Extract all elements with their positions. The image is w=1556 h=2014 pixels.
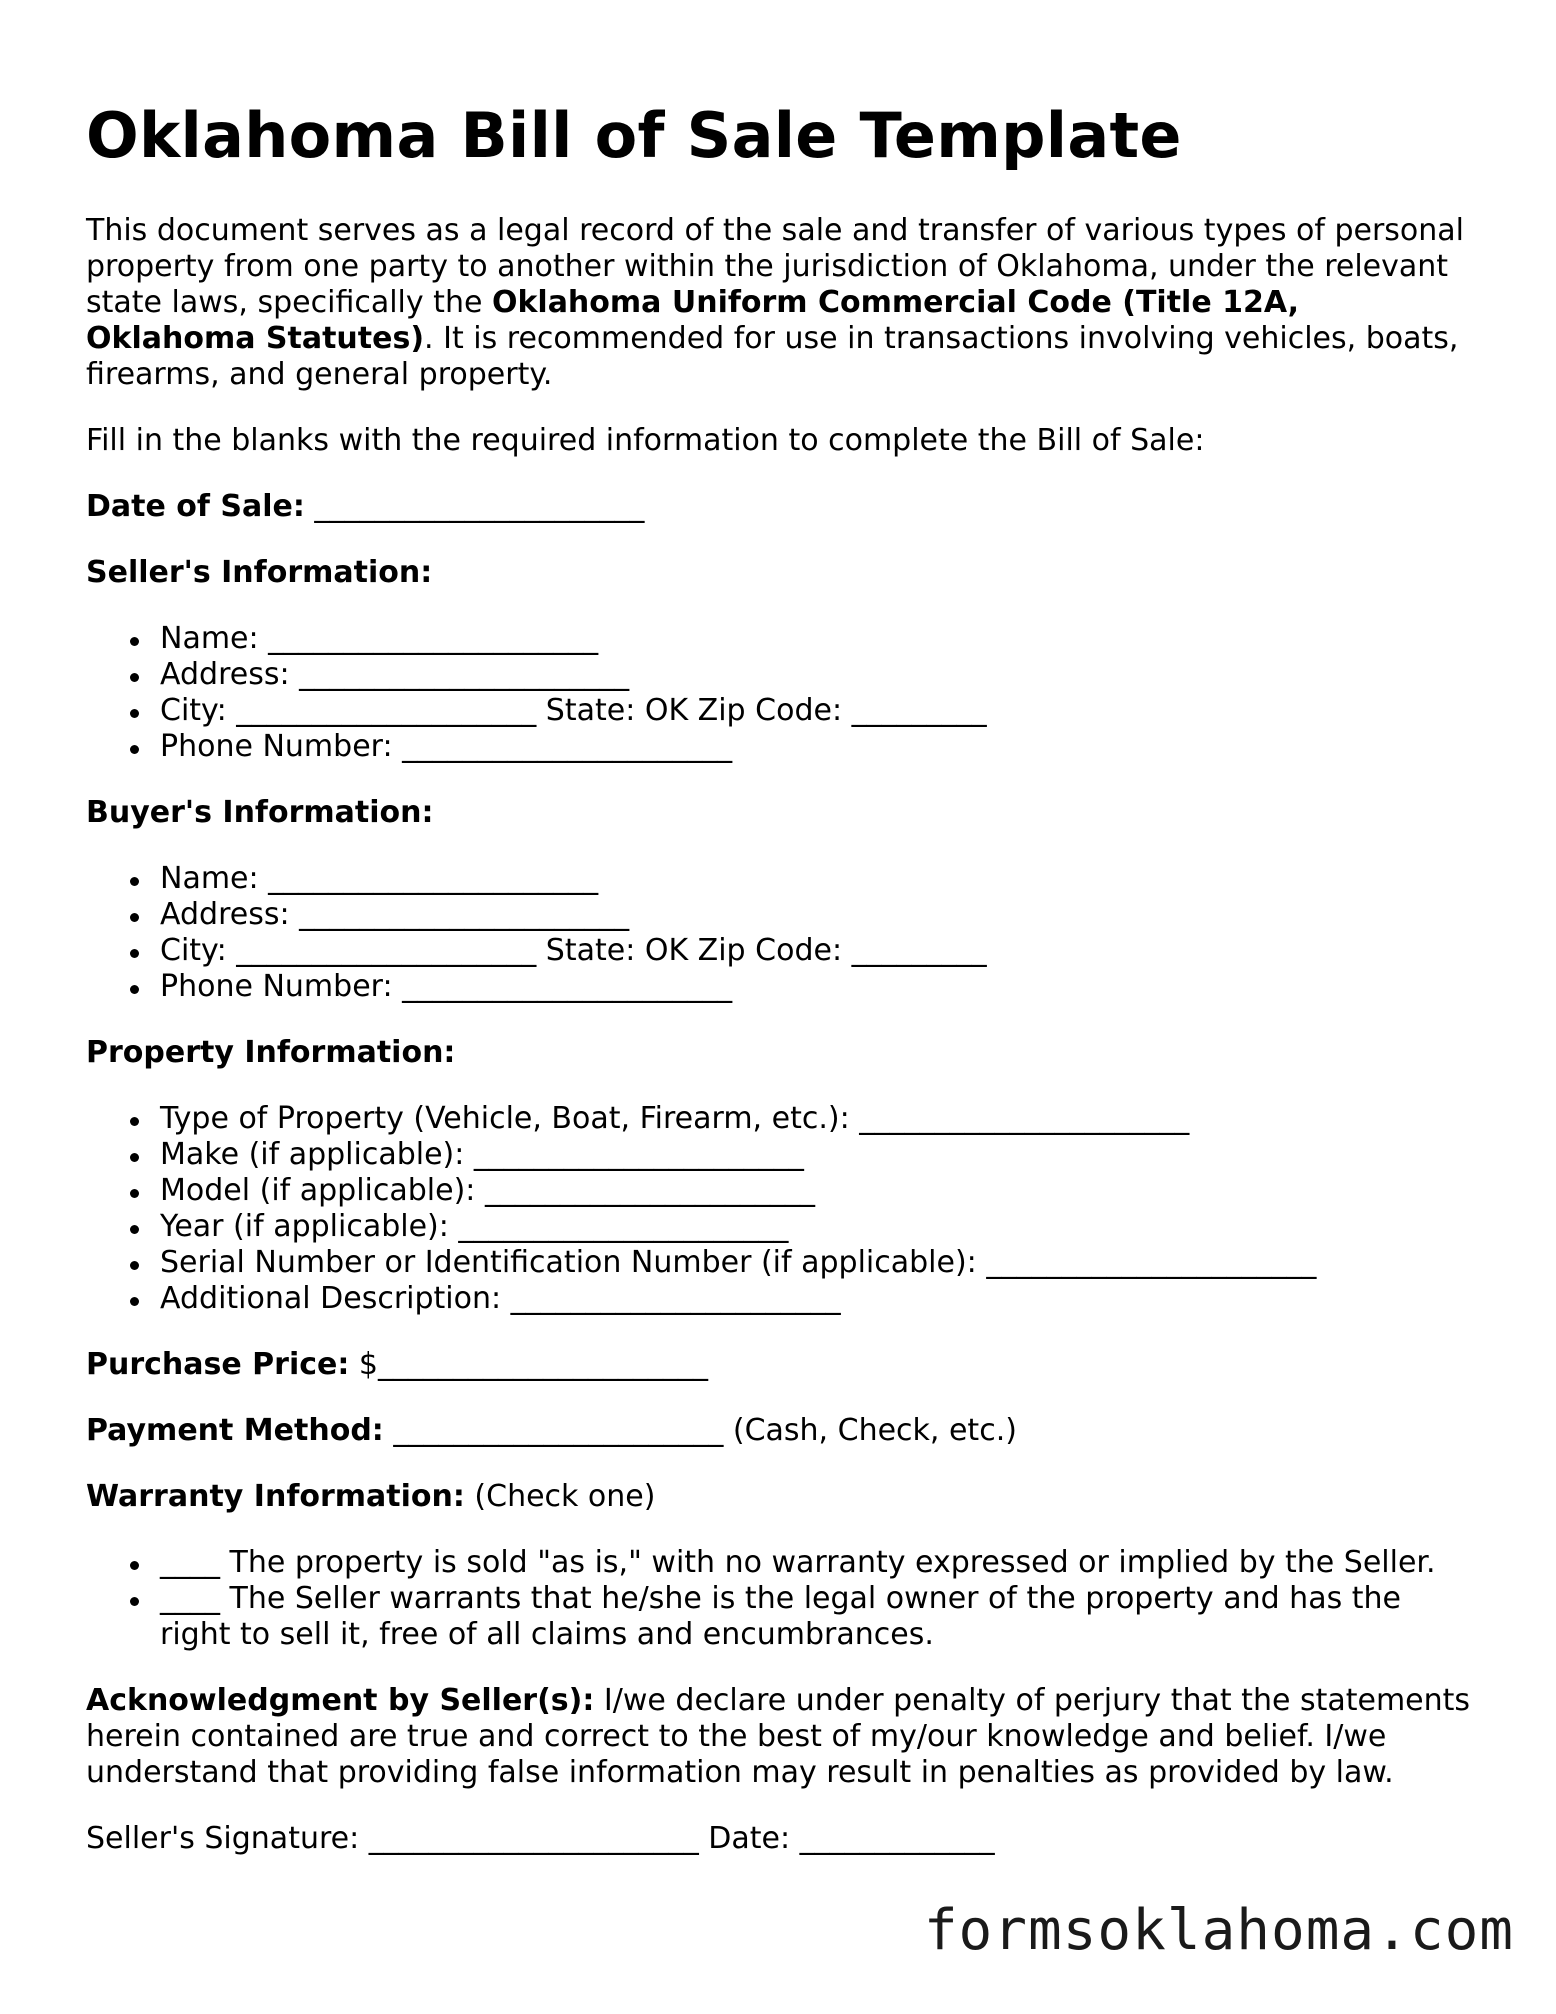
warranty-note: (Check one) (464, 1479, 656, 1515)
intro-text-part1: This document serves as a legal record of the sale and transfer of various types of personal property from one party to another within the jurisdiction of Oklahoma, under the relevant state laws, specifically the (86, 213, 1464, 321)
document-page (86, 100, 1476, 1887)
property-serial-number-field: Serial Number or Identification Number (if applicable): ______________________ (160, 1245, 1476, 1281)
property-model-field: Model (if applicable): ______________________ (160, 1173, 1476, 1209)
date-of-sale-label: Date of Sale: (86, 489, 305, 525)
site-watermark: formsoklahoma.com (923, 1898, 1514, 1963)
intro-code-reference: Oklahoma Uniform Commercial Code (Title 12A, Oklahoma Statutes) (86, 285, 1300, 357)
payment-method-label: Payment Method: (86, 1413, 384, 1449)
intro-text-part2: . It is recommended for use in transactions involving vehicles, boats, firearms, and general property. (86, 321, 1459, 393)
seller-city-state-zip-field: City: ____________________ State: OK Zip Code: _________ (160, 693, 1476, 729)
acknowledgment-paragraph (86, 1683, 1476, 1791)
seller-address-field: Address: ______________________ (160, 657, 1476, 693)
purchase-price-field (86, 1347, 1476, 1383)
purchase-price-label: Purchase Price: (86, 1347, 350, 1383)
warranty-option-legal-owner: ____ The Seller warrants that he/she is the legal owner of the property and has the right to sell it, free of all claims and encumbrances. (160, 1581, 1476, 1653)
buyer-info-list (86, 861, 1476, 1005)
instruction-text: Fill in the blanks with the required information to complete the Bill of Sale: (86, 423, 1205, 459)
property-type-field: Type of Property (Vehicle, Boat, Firearm, etc.): ______________________ (160, 1101, 1476, 1137)
property-description-field: Additional Description: ______________________ (160, 1281, 1476, 1317)
property-info-list (86, 1101, 1476, 1317)
purchase-price-blank: $______________________ (349, 1347, 708, 1383)
payment-method-blank: ______________________ (Cash, Check, etc.) (383, 1413, 1017, 1449)
page-title: Oklahoma Bill of Sale Template (86, 99, 1182, 172)
acknowledgment-label: Acknowledgment by Seller(s): (86, 1683, 595, 1719)
seller-info-list (86, 621, 1476, 765)
buyer-phone-field: Phone Number: ______________________ (160, 969, 1476, 1005)
warranty-label: Warranty Information: (86, 1479, 465, 1515)
seller-name-field: Name: ______________________ (160, 621, 1476, 657)
warranty-option-as-is: ____ The property is sold "as is," with no warranty expressed or implied by the Seller. (160, 1545, 1476, 1581)
property-year-field: Year (if applicable): ______________________ (160, 1209, 1476, 1245)
buyer-section-heading: Buyer's Information: (86, 795, 434, 831)
payment-method-field (86, 1413, 1476, 1449)
date-of-sale-field (86, 489, 1476, 525)
buyer-name-field: Name: ______________________ (160, 861, 1476, 897)
property-make-field: Make (if applicable): ______________________ (160, 1137, 1476, 1173)
seller-signature-line: Seller's Signature: ______________________ Date: _____________ (86, 1821, 995, 1857)
warranty-section-heading (86, 1479, 1476, 1515)
acknowledgment-text: I/we declare under penalty of perjury that the statements herein contained are true and correct to the best of my/our knowledge and belief. I/we understand that providing false information may result in penalties as provided by law. (86, 1683, 1471, 1791)
seller-phone-field: Phone Number: ______________________ (160, 729, 1476, 765)
intro-paragraph (86, 213, 1476, 393)
property-section-heading: Property Information: (86, 1035, 456, 1071)
seller-section-heading: Seller's Information: (86, 555, 433, 591)
buyer-address-field: Address: ______________________ (160, 897, 1476, 933)
warranty-options-list (86, 1545, 1476, 1653)
buyer-city-state-zip-field: City: ____________________ State: OK Zip Code: _________ (160, 933, 1476, 969)
date-of-sale-blank: ______________________ (304, 489, 645, 525)
